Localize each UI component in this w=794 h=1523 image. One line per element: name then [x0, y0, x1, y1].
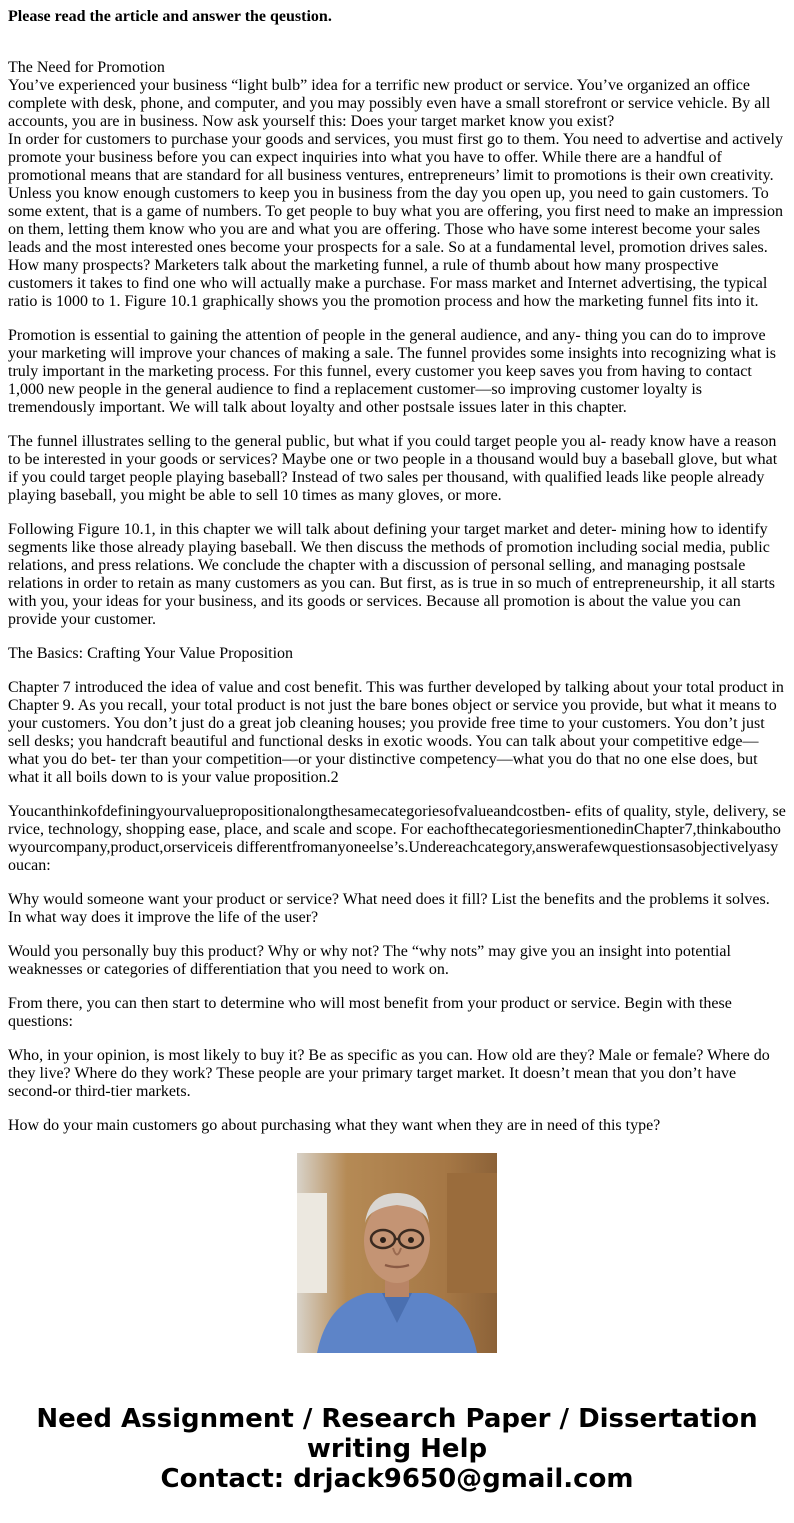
paragraph-9: Why would someone want your product or service? What need does it fill? List the benefits and the problems it solves. In what way does it improve the life of the user?	[8, 891, 770, 926]
paragraph-13: How do your main customers go about purchasing what they want when they are in need of this type?	[8, 1117, 661, 1134]
promo-banner	[0, 1404, 794, 1494]
paragraph-8: Youcanthinkofdefiningyourvaluepropositionalongthesamecategoriesofvalueandcostben- efits of quality, style, delivery, service, technology, shopping ease, place, and scale and scope. For eachofthecategoriesmentionedinChapter7,thinkabouthowyourcompany,product,orserviceis differentfromanyoneelse’s.Undereachcategory,answerafewquestionsasobjectivelyasyoucan:	[8, 803, 786, 874]
paragraph-2: In order for customers to purchase your goods and services, you must first go to them. You need to advertise and actively promote your business before you can expect inquiries into what you have to offer. While there are a handful of promotional means that are standard for all business ventures, entrepreneurs’ limit to promotions is their own creativity. Unless you know enough customers to keep you in business from the day you open up, you need to gain customers. To some extent, that is a game of numbers. To get people to buy what you are offering, you first need to make an impression on them, letting them know who you are and what you are offering. Those who have some interest become your sales leads and the most interested ones become your prospects for a sale. So at a fundamental level, promotion drives sales. How many prospects? Marketers talk about the marketing funnel, a rule of thumb about how many prospective customers it takes to find one who will actually make a purchase. For mass market and Internet advertising, the typical ratio is 1000 to 1. Figure 10.1 graphically shows you the promotion process and how the marketing funnel fits into it.	[8, 131, 783, 310]
promo-help-text: Need Assignment / Research Paper / Dissertation writing Help	[36, 1404, 758, 1464]
question-heading: Please read the article and answer the qeustion.	[8, 8, 332, 25]
paragraph-3: Promotion is essential to gaining the attention of people in the general audience, and any- thing you can do to improve your marketing will improve your chances of making a sale. The funnel provides some insights into recognizing what is truly important in the marketing process. For this funnel, every customer you keep saves you from having to contact 1,000 new people in the general audience to find a replacement customer—so improving customer loyalty is tremendously important. We will talk about loyalty and other postsale issues later in this chapter.	[8, 327, 776, 416]
promo-contact-email: Contact: drjack9650@gmail.com	[160, 1464, 634, 1494]
person-portrait-icon	[297, 1153, 497, 1353]
article-body	[8, 8, 786, 1134]
author-photo	[297, 1153, 497, 1353]
article-title: The Need for Promotion	[8, 59, 165, 76]
paragraph-7: Chapter 7 introduced the idea of value and cost benefit. This was further developed by talking about your total product in Chapter 9. As you recall, your total product is not just the bare bones object or service you provide, but what it means to your customers. You don’t just do a great job cleaning houses; you provide free time to your customers. You don’t just sell desks; you handcraft beautiful and functional desks in exotic woods. You can talk about your competitive edge—what you do bet- ter than your competition—or your distinctive competency—what you do that no one else does, but what it all boils down to is your value proposition.2	[8, 679, 784, 786]
paragraph-5: Following Figure 10.1, in this chapter we will talk about defining your target market and deter- mining how to identify segments like those already playing baseball. We then discuss the methods of promotion including social media, public relations, and press relations. We conclude the chapter with a discussion of personal selling, and managing postsale relations in order to retain as many customers as you can. But first, as is true in so much of entrepreneurship, it all starts with you, your ideas for your business, and its goods or services. Because all promotion is about the value you can provide your customer.	[8, 521, 775, 628]
paragraph-10: Would you personally buy this product? Why or why not? The “why nots” may give you an insight into potential weaknesses or categories of differentiation that you need to work on.	[8, 943, 731, 978]
section-heading: The Basics: Crafting Your Value Proposition	[8, 645, 294, 662]
paragraph-4: The funnel illustrates selling to the general public, but what if you could target people you al- ready know have a reason to be interested in your goods or services? Maybe one or two people in a thousand would buy a baseball glove, but what if you could target people playing baseball? Instead of two sales per thousand, with qualified leads like people already playing baseball, you might be able to sell 10 times as many gloves, or more.	[8, 433, 778, 504]
paragraph-12: Who, in your opinion, is most likely to buy it? Be as specific as you can. How old are they? Male or female? Where do they live? Where do they work? These people are your primary target market. It doesn’t mean that you don’t have second-or third-tier markets.	[8, 1047, 770, 1100]
paragraph-11: From there, you can then start to determine who will most benefit from your product or service. Begin with these questions:	[8, 995, 732, 1030]
paragraph-1: You’ve experienced your business “light bulb” idea for a terrific new product or service. You’ve organized an office complete with desk, phone, and computer, and you may possibly even have a small storefront or service vehicle. By all accounts, you are in business. Now ask yourself this: Does your target market know you exist?	[8, 77, 771, 130]
